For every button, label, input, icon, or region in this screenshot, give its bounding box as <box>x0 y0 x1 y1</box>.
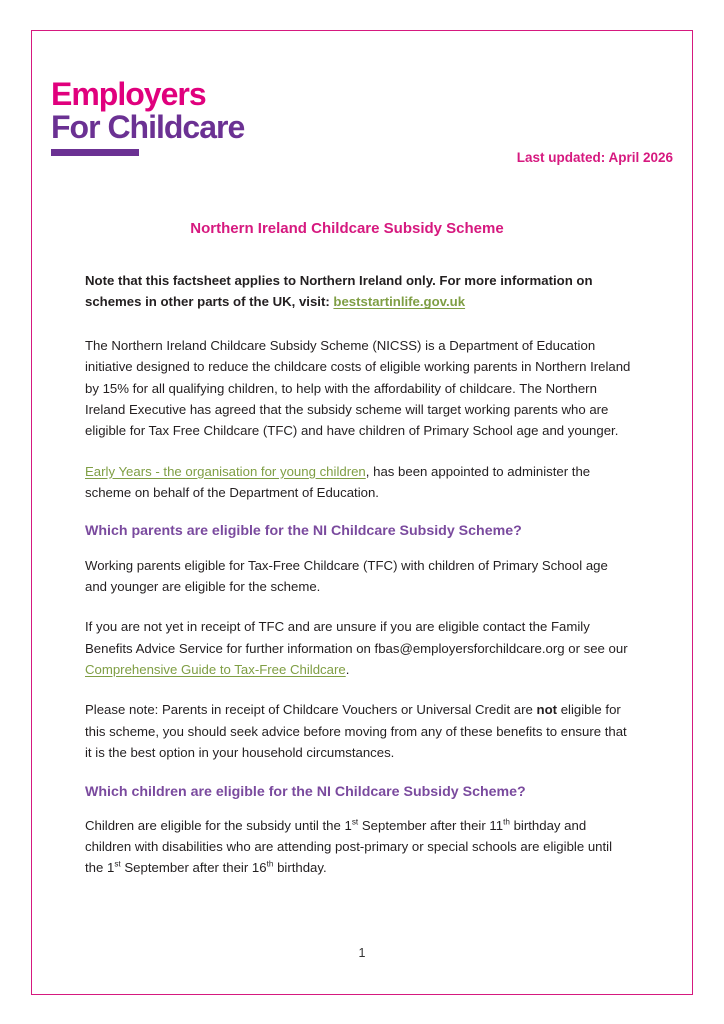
administrator-text: , has been appointed to administer the scheme on behalf of the Department of Education. <box>85 463 591 500</box>
fbas-contact-text: If you are not yet in receipt of TFC and are unsure if you are eligible contact the Family Benefits Advice Service for further information on fbas@employersforchildcare.org or see our <box>85 619 628 656</box>
ordinal-suffix-th-2: th <box>266 860 274 870</box>
section-heading-children-eligibility: Which children are eligible for the NI Childcare Subsidy Scheme? <box>85 783 526 800</box>
administrator-paragraph <box>85 461 633 504</box>
children-eligibility-text-1: Children are eligible for the subsidy until the 1 <box>85 817 352 833</box>
logo-line-for-childcare: For Childcare <box>51 109 245 145</box>
parents-eligibility-paragraph-1: Working parents eligible for Tax-Free Childcare (TFC) with children of Primary School age and younger are eligible for the scheme. <box>85 557 608 594</box>
please-note-text-end: eligible for this scheme, you should seek advice before moving from any of these benefits to ensure that it is the best option in your household circumstances. <box>85 702 627 761</box>
parents-eligibility-paragraph-2 <box>85 616 633 680</box>
children-eligibility-text-2: September after their 11 <box>358 817 504 833</box>
logo-line-employers: Employers <box>51 76 206 112</box>
please-note-text-start: Please note: Parents in receipt of Childcare Vouchers or Universal Credit are <box>85 702 537 718</box>
ordinal-suffix-th-1: th <box>503 817 510 827</box>
please-note-emphasis-not: not <box>536 702 558 718</box>
ordinal-suffix-st-1: st <box>351 817 359 827</box>
children-eligibility-text-3: birthday and children with disabilities who are attending post-primary or special schools are eligible until the 1 <box>85 817 613 876</box>
section-heading-parents-eligibility: Which parents are eligible for the NI Childcare Subsidy Scheme? <box>85 523 522 540</box>
children-eligibility-paragraph <box>85 815 633 879</box>
scope-note-paragraph <box>85 270 633 313</box>
tax-free-childcare-guide-link[interactable]: Comprehensive Guide to Tax-Free Childcare <box>85 662 346 678</box>
page-number: 1 <box>358 946 366 960</box>
children-eligibility-text-5: birthday. <box>273 860 327 876</box>
document-title: Northern Ireland Childcare Subsidy Scheme <box>190 220 504 237</box>
organisation-logo <box>51 78 371 156</box>
ordinal-suffix-st-2: st <box>114 860 121 870</box>
intro-paragraph: The Northern Ireland Childcare Subsidy Scheme (NICSS) is a Department of Education initiative designed to reduce the childcare costs of eligible working parents in Northern Ireland by 15% for all qualifying children, to help with the affordability of childcare. The Northern Ireland Executive has agreed that the subsidy scheme will target working parents who are eligible for Tax Free Childcare (TFC) and have children of Primary School age and younger. <box>85 337 631 439</box>
children-eligibility-text-4: September after their 16 <box>120 860 267 876</box>
document-body <box>85 270 633 898</box>
last-updated-label: Last updated: April 2026 <box>516 150 673 165</box>
early-years-link[interactable]: Early Years - the organisation for young children <box>85 463 366 479</box>
parents-eligibility-paragraph-3 <box>85 699 633 763</box>
logo-underline-bar <box>51 149 139 156</box>
beststartinlife-link[interactable]: beststartinlife.gov.uk <box>333 294 466 310</box>
page-content <box>47 46 677 981</box>
fbas-contact-text-end: . <box>345 662 350 678</box>
scope-note-text: Note that this factsheet applies to Northern Ireland only. For more information on schemes in other parts of the UK, visit: <box>85 273 593 310</box>
